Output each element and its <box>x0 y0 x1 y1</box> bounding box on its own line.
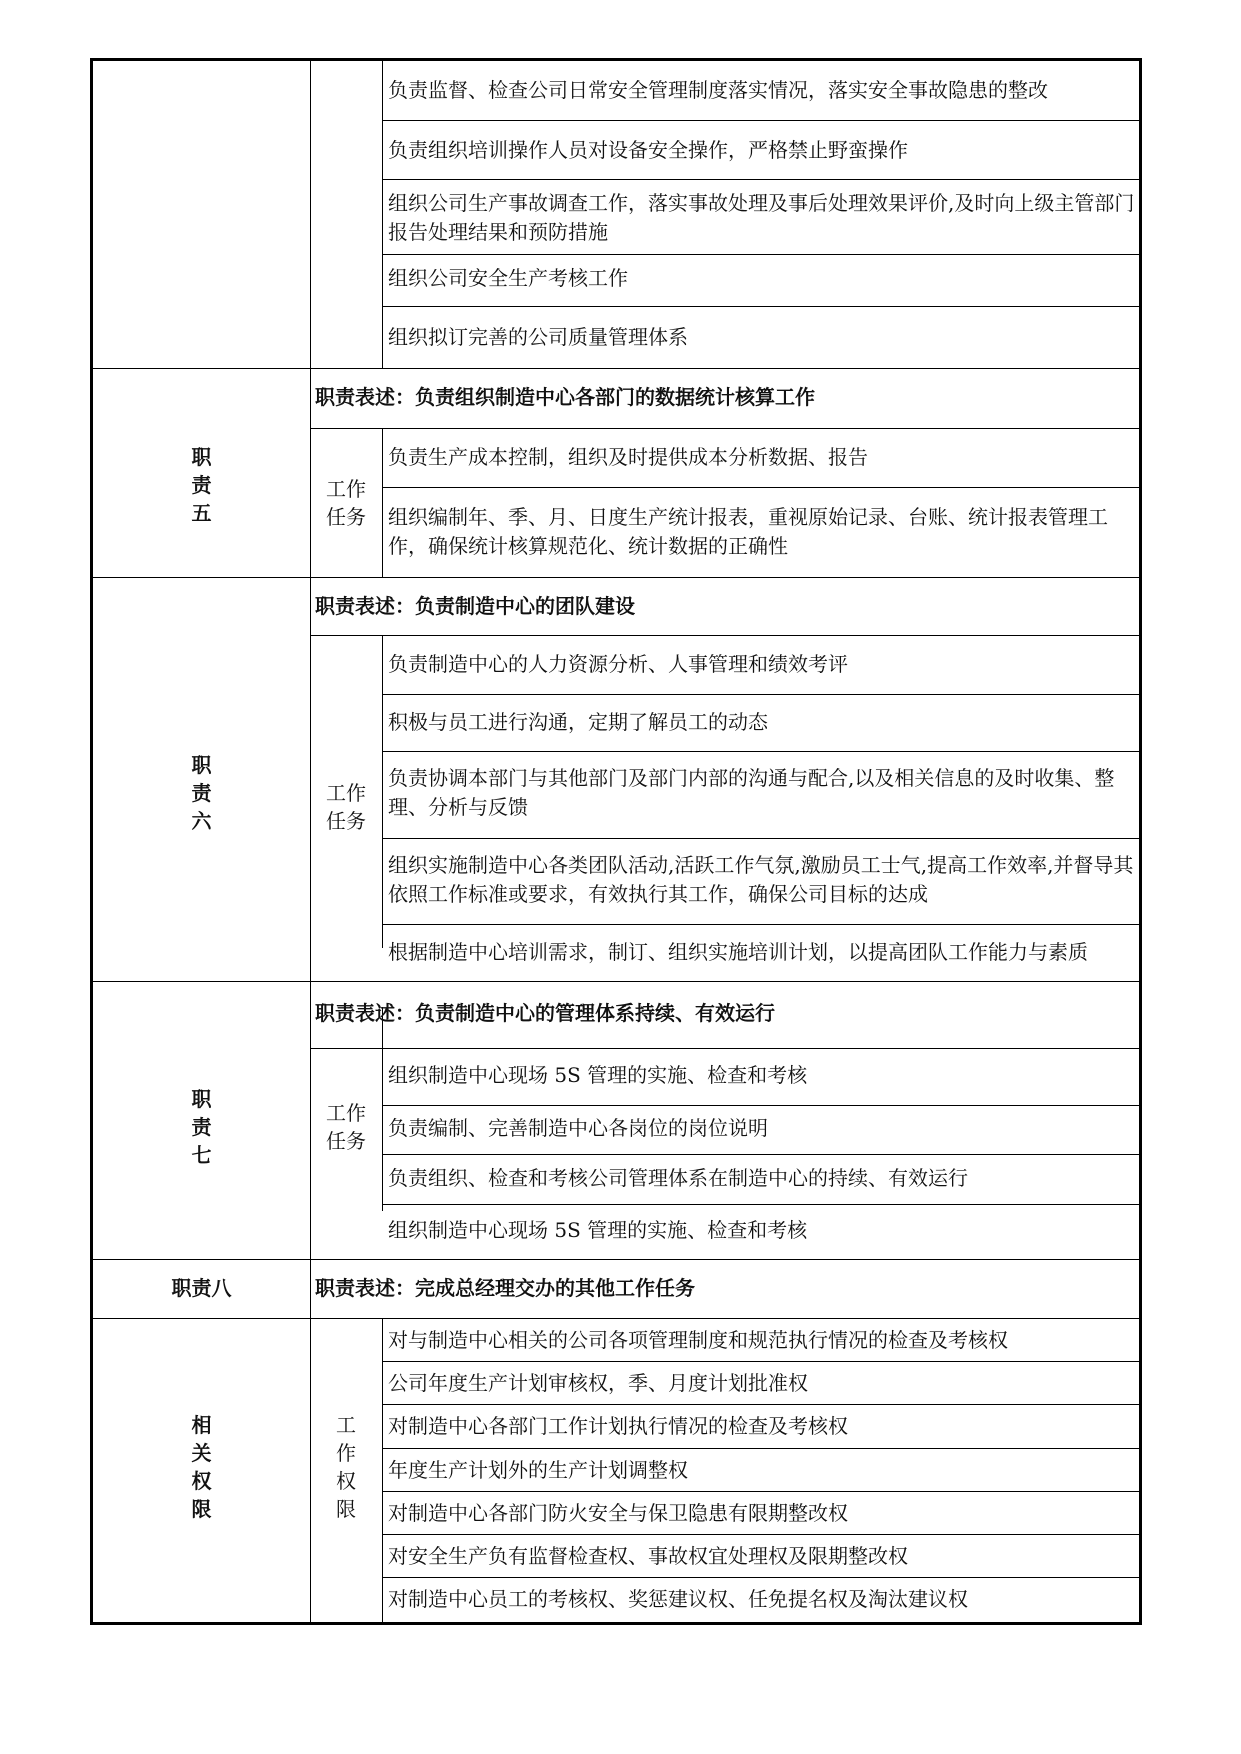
authority-item: 对安全生产负有监督检查权、事故权宜处理权及限期整改权 <box>388 1544 908 1568</box>
col-divider-2 <box>382 1007 383 1211</box>
section-divider <box>93 1259 1142 1260</box>
row-divider <box>382 179 1142 180</box>
task-cell: 负责组织、检查和考核公司管理体系在制造中心的持续、有效运行 <box>388 1166 968 1190</box>
row-divider <box>310 428 1142 429</box>
col-divider-2 <box>382 428 383 577</box>
row-divider <box>382 1534 1142 1535</box>
row-divider <box>382 924 1142 925</box>
work-label-text: 工作 任务 <box>326 1101 366 1153</box>
work-label <box>310 1411 382 1523</box>
col-divider-2 <box>382 61 383 368</box>
section-6-label: 职 责 六 <box>191 753 212 833</box>
row-divider <box>382 487 1142 488</box>
authority-label: 相 关 权 限 <box>191 1413 212 1521</box>
work-label-text: 工作 任务 <box>326 781 366 833</box>
authority-item: 公司年度生产计划审核权，季、月度计划批准权 <box>388 1371 808 1395</box>
section-label <box>93 1085 310 1169</box>
section-divider <box>93 1318 1142 1319</box>
row-divider <box>382 751 1142 752</box>
row-divider <box>310 1048 1142 1049</box>
section-7-label: 职 责 七 <box>191 1087 212 1167</box>
task-cell: 组织制造中心现场 5S 管理的实施、检查和考核 <box>388 1218 808 1242</box>
section-divider <box>93 368 1142 369</box>
task-cell: 组织实施制造中心各类团队活动,活跃工作气氛,激励员工士气,提高工作效率,并督导其依照工作标准或要求，有效执行其工作，确保公司目标的达成 <box>388 853 1134 906</box>
col-divider-1 <box>310 61 311 1622</box>
section-8-label: 职责八 <box>171 1276 232 1300</box>
section-label <box>93 751 310 835</box>
work-label-text: 工 作 权 限 <box>336 1413 356 1521</box>
authority-item: 对与制造中心相关的公司各项管理制度和规范执行情况的检查及考核权 <box>388 1328 1008 1352</box>
authority-item: 对制造中心员工的考核权、奖惩建议权、任免提名权及淘汰建议权 <box>388 1587 968 1611</box>
section-divider <box>93 981 1142 982</box>
row-divider <box>382 306 1142 307</box>
row-divider <box>382 838 1142 839</box>
task-cell: 负责生产成本控制，组织及时提供成本分析数据、报告 <box>388 445 868 469</box>
section-statement: 职责表述：负责制造中心的团队建设 <box>315 594 635 618</box>
task-cell: 组织拟订完善的公司质量管理体系 <box>388 325 688 349</box>
task-cell: 负责监督、检查公司日常安全管理制度落实情况，落实安全事故隐患的整改 <box>388 78 1048 102</box>
col-divider-2 <box>382 635 383 948</box>
authority-item: 对制造中心各部门工作计划执行情况的检查及考核权 <box>388 1414 848 1438</box>
section-statement: 职责表述：负责制造中心的管理体系持续、有效运行 <box>315 1001 775 1025</box>
section-statement: 职责表述：负责组织制造中心各部门的数据统计核算工作 <box>315 385 815 409</box>
row-divider <box>382 1404 1142 1405</box>
work-label <box>310 1099 382 1155</box>
authority-item: 对制造中心各部门防火安全与保卫隐患有限期整改权 <box>388 1501 848 1525</box>
row-divider <box>382 1361 1142 1362</box>
work-label-text: 工作 任务 <box>326 477 366 529</box>
work-label <box>310 779 382 835</box>
task-cell: 负责组织培训操作人员对设备安全操作，严格禁止野蛮操作 <box>388 138 908 162</box>
task-cell: 积极与员工进行沟通，定期了解员工的动态 <box>388 710 768 734</box>
row-divider <box>382 1577 1142 1578</box>
task-cell: 组织制造中心现场 5S 管理的实施、检查和考核 <box>388 1063 808 1087</box>
row-divider <box>382 1154 1142 1155</box>
task-cell: 根据制造中心培训需求，制订、组织实施培训计划，以提高团队工作能力与素质 <box>388 940 1088 964</box>
task-cell: 组织编制年、季、月、日度生产统计报表，重视原始记录、台账、统计报表管理工作，确保统计核算规范化、统计数据的正确性 <box>388 505 1108 558</box>
task-cell: 负责协调本部门与其他部门及部门内部的沟通与配合,以及相关信息的及时收集、整理、分析与反馈 <box>388 766 1115 819</box>
row-divider <box>310 635 1142 636</box>
row-divider <box>382 1105 1142 1106</box>
responsibility-table <box>90 58 1142 1625</box>
task-cell: 组织公司安全生产考核工作 <box>388 266 628 290</box>
row-divider <box>382 694 1142 695</box>
section-label <box>93 443 310 527</box>
authority-item: 年度生产计划外的生产计划调整权 <box>388 1458 688 1482</box>
row-divider <box>382 254 1142 255</box>
row-divider <box>382 1491 1142 1492</box>
section-5-label: 职 责 五 <box>191 445 212 525</box>
row-divider <box>382 1448 1142 1449</box>
work-label <box>310 475 382 531</box>
section-label <box>93 1411 310 1523</box>
section-statement: 职责表述：完成总经理交办的其他工作任务 <box>315 1276 695 1300</box>
task-cell: 负责编制、完善制造中心各岗位的岗位说明 <box>388 1116 768 1140</box>
section-divider <box>93 577 1142 578</box>
task-cell: 负责制造中心的人力资源分析、人事管理和绩效考评 <box>388 652 848 676</box>
task-cell: 组织公司生产事故调查工作，落实事故处理及事后处理效果评价,及时向上级主管部门报告处理结果和预防措施 <box>388 191 1135 244</box>
row-divider <box>382 120 1142 121</box>
row-divider <box>382 1204 1142 1205</box>
